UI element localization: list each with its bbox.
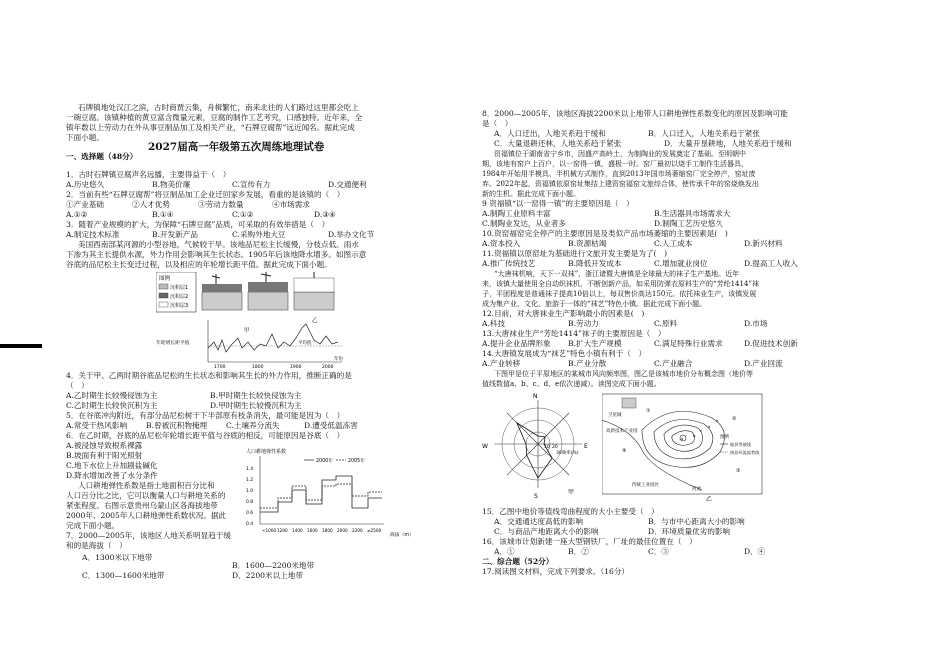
sediment-panel-1 — [202, 274, 242, 310]
q15-option-c[interactable]: C．与商品产地距离大小的影响 — [494, 527, 599, 536]
direction-axis — [507, 413, 538, 444]
q8-option-c[interactable]: C．大量退耕还林，人地关系趋于紧张 — [494, 139, 622, 148]
legend-title-yi: 图例 — [720, 435, 729, 440]
q2-option-c[interactable]: C.①② — [232, 210, 254, 219]
q11-option-d[interactable]: D.提高工人收入 — [744, 259, 798, 268]
satellite-town — [622, 398, 636, 408]
q3-option-a[interactable]: A.制定技术标准 — [66, 230, 120, 239]
intro-line-3: 镇年数以上劳动力在外从事豆制品加工及相关产业，“石牌豆腐帮”远近闻名。据此完成 — [66, 123, 355, 132]
fig2-xtick: ≥2500 — [367, 528, 382, 533]
label-e: e — [716, 418, 719, 423]
figure-jia-label: 甲 — [568, 489, 575, 496]
legend-contour: 地价等值线 — [730, 442, 751, 447]
tree-ring-figure — [156, 272, 346, 368]
passage3-line-3: 紧张程度。右图示意贵州乌蒙山区各海拔地带 — [66, 501, 218, 510]
fig2-ytick: 0.4 — [246, 522, 254, 527]
q1-option-a[interactable]: A.历史悠久 — [66, 180, 105, 189]
q10-option-d[interactable]: D.新兴材料 — [744, 239, 783, 248]
compass-south: S — [534, 493, 538, 500]
fig2-ytick: 1.0 — [246, 489, 254, 494]
fig2-x-ticks — [262, 528, 382, 533]
q5-option-c[interactable]: C.土壤养分流失 — [226, 421, 280, 430]
q14-option-b[interactable]: B.产业分散 — [568, 359, 607, 368]
freq-label-20: 20 — [552, 445, 558, 450]
freq-label-30: 30频率(%) — [556, 451, 579, 456]
q4-option-a[interactable]: A.乙时期生长较慢侵蚀为主 — [66, 391, 158, 400]
q12-option-b[interactable]: B.劳动力 — [568, 319, 599, 328]
section-comprehensive-heading: 二、综合题（52分） — [482, 557, 554, 566]
direction-axis — [507, 444, 538, 475]
sediment-panel-2 — [248, 272, 288, 310]
q7-option-a[interactable]: A．1300米以下地带 — [82, 553, 153, 562]
passage5-line-1: “大唐袜机响，天下一双袜”，浙江诸暨大唐镇是全球最大的袜子生产基地。近年 — [494, 270, 740, 278]
q12-option-a[interactable]: A.科技 — [482, 319, 506, 328]
question-1: 1．古时石牌镇豆腐声名远播，主要得益于（ ） — [66, 170, 231, 179]
fig2-xtick: 1600 — [307, 528, 318, 533]
q8-option-a[interactable]: A．人口迁出，人地关系趋于缓和 — [494, 129, 606, 138]
site-4: ④ — [622, 448, 627, 454]
question-16: 16．该城市计划新建一座大型钢铁厂，厂址的最佳位置在（ ） — [482, 537, 697, 546]
q11-option-c[interactable]: C.增加就业岗位 — [654, 259, 708, 268]
intro-line-2: 一碗豆腐。该镇种植的黄豆富含微量元素，豆腐的制作工艺考究，口感独特。近年来，全 — [66, 113, 363, 122]
legend-layer-1: 沉积层1 — [170, 285, 189, 291]
label-c: c — [700, 428, 703, 433]
question-4: 4．关于甲、乙两时期谷底品尼松的生长状态和影响其生长的外力作用，推断正确的是 — [66, 371, 352, 380]
q5-option-a[interactable]: A.常受干热风影响 — [66, 421, 128, 430]
compass-east: E — [584, 443, 588, 450]
q4-option-c[interactable]: C.乙时期生长较快沉积为主 — [66, 401, 158, 410]
question-9: 9 资福镇“以一窑得一镇”的主要原因是（ ） — [482, 199, 634, 208]
fig1-x-unit: 年份 — [334, 357, 343, 362]
passage5-line-4: 成为集产业、文化、旅游于一体的“袜艺”特色小镇。据此完成下面小题。 — [482, 300, 707, 308]
site-3: ③ — [736, 468, 741, 474]
fig2-xtick: <1000 — [262, 528, 277, 533]
question-17: 17.阅读图文材料，完成下列要求。（16分） — [482, 567, 630, 576]
passage2-line-3: 谷底的品尼松主长变迁过程，以及相应的年轮增长距平值。据此完成下面小题。 — [66, 260, 332, 269]
figure-yi-label: 乙 — [706, 496, 713, 502]
question-4-paren: （ ） — [66, 381, 89, 390]
passage6-line-2: 值线数值a、b、c、d、e依次递减）。读图完成下面小题。 — [482, 380, 661, 388]
q9-option-d[interactable]: D.制陶工艺历史悠久 — [654, 219, 723, 228]
fig2-ytick: 0.8 — [246, 500, 254, 505]
fig1-xtick-1900: 1900 — [290, 365, 302, 368]
label-industrial-park: 传统工业园区 — [632, 483, 659, 488]
fig2-ytick: 1.4 — [246, 467, 254, 472]
contour-d — [654, 420, 713, 459]
fig1-y-label: 年轮增长距平值 — [156, 341, 190, 346]
q13-option-b[interactable]: B.扩大生产规模 — [568, 339, 622, 348]
passage3-line-1: 人口耕地弹性系数是指土地面积百分比和 — [78, 481, 215, 490]
q3-option-c[interactable]: C.采购外地大豆 — [232, 230, 286, 239]
q5-option-b[interactable]: B.曾被沉积物掩埋 — [146, 421, 208, 430]
q13-option-d[interactable]: D.促进技术创新 — [744, 339, 798, 348]
legend-layer-2: 沉积层2 — [170, 294, 189, 300]
passage3-line-4: 2000年、2005年人口耕地弹性系数状况。据此 — [66, 511, 227, 520]
q16-option-c[interactable]: C．③ — [648, 547, 669, 556]
question-11: 11.资福镇以原窑址为基础进行文旅开发主要是为了( ) — [482, 249, 668, 258]
q11-option-b[interactable]: B.降低开发成本 — [568, 259, 622, 268]
intro-line-4: 下面小题。 — [66, 133, 104, 142]
passage6-line-1: 下图甲是位于平原地区的某城市风向频率图，图乙是该城市地价分布概念图（地价等 — [494, 370, 753, 378]
q7-option-d[interactable]: D．2200米以上地带 — [232, 571, 303, 580]
legend-layer-3: 沉积层3 — [170, 303, 189, 309]
legend-heat: 热岛环流流势线 — [730, 450, 760, 455]
fig2-y-ticks — [246, 466, 253, 527]
passage2-line-1: 美国西南部某河源的小型谷地，气候较干旱。该地品尼松主长缓慢，分枝点低。雨水 — [78, 240, 359, 249]
q2-option-b[interactable]: B.①④ — [152, 210, 174, 219]
question-7: 7．2000—2005年，该地区人地关系明显趋于缓 — [66, 531, 231, 540]
question-12: 12.目前，对大唐袜业生产影响最小的因素是( ) — [482, 309, 645, 318]
question-10: 10.资窑福窑完全停产的主要原因是及类似产品市场萎缩的主要因素是( ) — [482, 229, 728, 238]
compass-west: W — [482, 443, 488, 450]
question-7-cont: 和的是海拔（ ） — [66, 541, 127, 550]
q11-option-a[interactable]: A.推广传统技艺 — [482, 259, 536, 268]
q2-item-3: ③劳动力数量 — [198, 200, 244, 209]
fig2-title: 人口耕地弹性系数 — [246, 449, 287, 455]
q13-option-c[interactable]: C.满足特殊行业需求 — [654, 339, 723, 348]
legend-swatch-2 — [159, 293, 168, 298]
fig1-mean-label: 平均值 — [298, 341, 312, 346]
site-1: ① — [646, 408, 651, 414]
passage4-line-5: 新的生机。据此完成下面小题。 — [482, 190, 580, 198]
label-satellite-town: 卫星城 — [608, 413, 622, 418]
q4-option-d[interactable]: D.甲时期生长较慢沉积为主 — [210, 401, 302, 410]
q2-item-1: ①产业基础 — [66, 200, 104, 209]
question-2: 2．当前有些“石牌豆腐帮”将豆制品加工企业迁回家乡发展，看重的是该镇的（ ） — [66, 190, 345, 199]
section-choice-heading: 一、选择题（48分） — [66, 152, 138, 161]
q14-option-c[interactable]: C.产业融合 — [654, 359, 693, 368]
period-jia: 甲 — [244, 328, 250, 334]
q10-option-b[interactable]: B.资源枯竭 — [568, 239, 607, 248]
passage3-line-2: 人口百分比之比，它可以衡量人口与耕地关系的 — [66, 491, 226, 500]
wind-frequency-polygon — [517, 423, 552, 478]
page-title: 2027届高一年级第五次周练地理试卷 — [148, 141, 325, 153]
q16-option-a[interactable]: A．① — [494, 547, 515, 556]
q7-option-c[interactable]: C．1300—1600米地带 — [82, 571, 165, 580]
fig1-xtick-1700: 1700 — [214, 365, 226, 368]
q9-option-b[interactable]: B.生活器具市场需求大 — [654, 209, 731, 218]
binding-margin-bar — [0, 344, 42, 348]
label-a: a — [681, 436, 684, 441]
fig2-xtick: 1400 — [292, 528, 303, 533]
q3-option-d[interactable]: D.举办文化节 — [328, 230, 375, 239]
legend-title: 图例 — [159, 276, 171, 282]
question-5: 5．在谷底冲沟附近，有部分品尼松树干下半部原有枝条消失，最可能是因为（ ） — [66, 411, 345, 420]
q1-option-d[interactable]: D.交通便利 — [328, 180, 367, 189]
q13-option-a[interactable]: A.提升企业品牌形象 — [482, 339, 551, 348]
legend-swatch-1 — [159, 284, 168, 289]
fig2-x-unit: 海拔（m） — [390, 533, 414, 538]
question-8: 8．2000—2005年，该地区海拔2200米以上地带人口耕地弹性系数变化的原因及影响可能 — [482, 109, 788, 118]
q9-option-a[interactable]: A.制陶工业原料丰富 — [482, 209, 551, 218]
q10-option-c[interactable]: C.人工成本 — [654, 239, 693, 248]
q6-option-b[interactable]: B.坡面有利于阳光照射 — [66, 451, 143, 460]
fig1-xtick-1800: 1800 — [252, 365, 264, 368]
q7-option-b[interactable]: B．1600—2200米地带 — [232, 561, 315, 570]
passage4-line-3: 1984年开始用半模具、半机械方式制作，直到2013年国市场萎缩窑厂完全停产，窑址废 — [482, 170, 756, 178]
compass-north: N — [533, 393, 538, 400]
fig1-xtick-2000: 2000 — [322, 365, 334, 368]
question-8-cont: 是（ ） — [482, 119, 513, 128]
q5-option-d[interactable]: D.遭受低温冻害 — [304, 421, 358, 430]
q1-option-b[interactable]: B.物美价廉 — [152, 180, 191, 189]
q8-option-d[interactable]: D．大量开垦耕地，人地关系趋于缓和 — [664, 139, 792, 148]
question-13: 13.大唐袜业生产“芳纶1414”袜子的主要原因是（ ） — [482, 329, 666, 338]
q16-option-d[interactable]: D．④ — [744, 547, 766, 556]
q10-option-a[interactable]: A.资本投入 — [482, 239, 521, 248]
q15-option-d[interactable]: D．环境质量优劣的影响 — [648, 527, 731, 536]
q2-item-4: ④市场需求 — [272, 200, 310, 209]
intro-line-1: 石牌镇地处汉江之滨，古时商贾云集，舟楫繁忙，南来北往的人们路过这里都会吃上 — [78, 103, 359, 112]
land-price-map — [602, 390, 772, 502]
elasticity-chart — [244, 446, 444, 538]
passage3-line-5: 完成下面小题。 — [66, 521, 120, 530]
direction-axis — [538, 413, 569, 444]
q2-option-d[interactable]: D.③④ — [314, 210, 336, 219]
q15-option-a[interactable]: A．交通通达度高低的影响 — [494, 517, 584, 526]
tree-ring-series — [208, 324, 338, 352]
q14-option-a[interactable]: A.产业转移 — [482, 359, 521, 368]
q8-option-b[interactable]: B．人口迁入，人地关系趋于紧张 — [648, 129, 760, 138]
q15-option-b[interactable]: B．与市中心距离大小的影响 — [648, 517, 745, 526]
fig2-xtick: 1200 — [277, 528, 288, 533]
legend-2005: 2005年 — [348, 459, 366, 464]
q6-option-d[interactable]: D.降水增加改善了水分条件 — [66, 471, 158, 480]
site-2: ② — [732, 416, 737, 422]
q6-option-a[interactable]: A.被浸蚀导致根系裸露 — [66, 441, 143, 450]
q16-option-b[interactable]: B．② — [568, 547, 589, 556]
label-river: 河流 — [692, 487, 701, 492]
passage4-line-2: 期，该地有窑户上百户，以一窑得一镇，盛极一时。窑厂最初以烧手工制作生活器具， — [482, 160, 748, 168]
q1-option-c[interactable]: C.宣传有力 — [232, 180, 271, 189]
q14-option-d[interactable]: D.产业回流 — [744, 359, 783, 368]
wind-rose-figure — [482, 390, 594, 500]
passage4-line-1: 资福镇位于湖南省宁乡市，因盛产高岭土，为制陶业的发展奠定了基础。至明朝中 — [494, 150, 746, 158]
legend-2000: 2000年 — [316, 459, 334, 464]
question-6: 6．在乙时期，谷底的品尼松年轮增长距平值与谷底的相反，可能原因是谷底（ ） — [66, 431, 345, 440]
sediment-panel-3 — [294, 272, 334, 310]
passage2-line-2: 下渗为其主长提供水源，外力作用会影响其生长状态。1905年后该地降水增多。如图示意 — [66, 250, 367, 259]
fig2-ytick: 1.2 — [246, 478, 254, 483]
q2-item-2: ②人才优势 — [132, 200, 170, 209]
q12-option-c[interactable]: C.原料 — [654, 319, 678, 328]
question-15: 15．乙图中地价等值线弯曲程度的大小主要受（ ） — [482, 507, 659, 516]
q3-option-b[interactable]: B.开发新产品 — [152, 230, 198, 239]
q6-option-c[interactable]: C.地下水位上升加剧盐碱化 — [66, 461, 158, 470]
q4-option-b[interactable]: B.甲时期生长较快侵蚀为主 — [210, 391, 302, 400]
freq-label-10: 10 — [544, 445, 550, 450]
passage5-line-3: 子，平团程度是普通袜子提高10倍以上，每双售价高达150元。依托袜业生产，该镇发展 — [482, 290, 757, 298]
legend-swatch-3 — [159, 302, 168, 307]
fig2-xtick: 1800 — [322, 528, 333, 533]
label-hitech-park: 高新技术产业园 — [606, 429, 638, 434]
q9-option-c[interactable]: C.制陶业发达，从业者多 — [482, 219, 566, 228]
fig2-xtick: 2200 — [352, 528, 363, 533]
wind-rose — [494, 400, 582, 488]
passage4-line-4: 弃。2022年起，资福镇依原窑址集结上建资窑福窑文旅综合体，使传承千年的窑烧焕发出 — [482, 180, 759, 188]
passage5-line-2: 来，该镇大量使用全自动织袜机，不断创新产品，如采用防弹衣原料生产的“芳纶1414”袜 — [482, 280, 759, 288]
label-d: d — [708, 424, 711, 429]
fig2-ytick: 0.6 — [246, 511, 254, 516]
period-yi: 乙 — [312, 318, 318, 324]
label-b: b — [693, 433, 696, 438]
fig2-xtick: 2000 — [337, 528, 348, 533]
question-3: 3．随着产业规模的扩大，为保障“石牌豆腐”品质，可采取的有效举措是（ ） — [66, 220, 330, 229]
question-14: 14.大唐镇发展成为“袜艺”特色小镇有利于（ ） — [482, 349, 647, 358]
q2-option-a[interactable]: A.①② — [66, 210, 88, 219]
q12-option-d[interactable]: D.市场 — [744, 319, 768, 328]
